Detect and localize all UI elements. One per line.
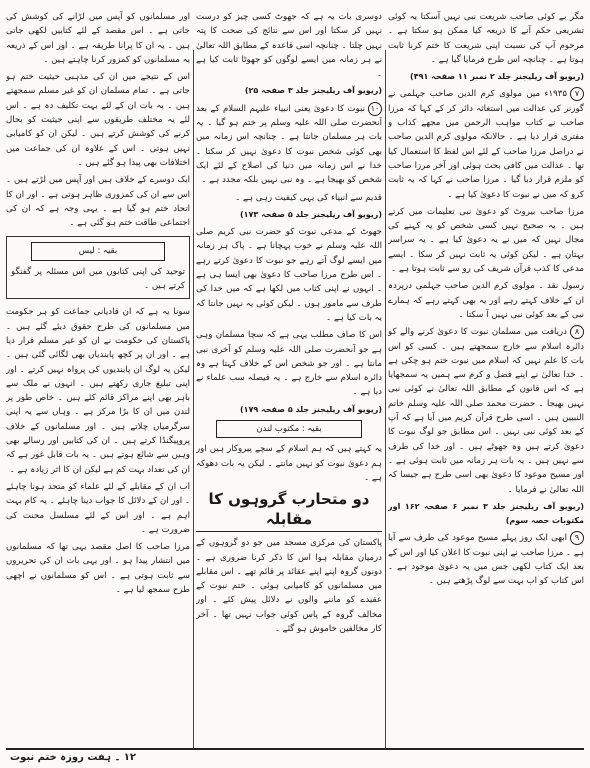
column-divider (193, 50, 194, 750)
item-number: ۱۰ (368, 102, 382, 116)
paragraph: دوسری بات یہ ہے کہ جھوٹ کسی چیز کو درست نہیں کر سکتا اور اس سے نتائج کی صحت کا پتہ نہیں چلتا ۔ چنانچہ اسی قاعدہ کے مطابق اللہ تعالیٰ نے ہر زمانہ میں ایسے لوگوں کو جھوٹا ثابت کیا ہے ۔ (196, 12, 382, 80)
column-divider (385, 50, 386, 750)
numbered-item-7 (388, 87, 584, 201)
paragraph: اس کے نتیجے میں ان کی مذہبی حیثیت ختم ہو جاتی ہے ۔ تمام مسلمان ان کو غیر مسلم سمجھتے ہیں ۔ یہ بات ان کے لئے بہت تکلیف دہ ہے ۔ اس لئے یہ مختلف طریقوں سے اپنی حیثیت کو بحال کرنے کی کوشش کرتے ہیں ۔ لیکن ان کو کامیابی نہیں ہوتی ۔ اس کے علاوہ ان کی جماعت میں اختلافات بھی پیدا ہو گئے ہیں ۔ (6, 72, 190, 168)
item-number: ۸ (570, 325, 584, 339)
numbered-item-8 (388, 325, 584, 497)
item-text: ۱۹۳۵ء میں مولوی کرم الدین صاحب جہلمی نے گورنر کی عدالت میں استغاثہ دائر کر کے کہا کہ مرزا صاحب نے کتاب مواہب الرحمن میں مجھے کذاب و مفتری قرار دیا ہے ۔ حالانکہ مولوی کرم الدین صاحب نے دراصل مرزا صاحب کے لئے اس لفظ کا استعمال کیا تھا ۔ عدالت میں کافی بحث ہوئی اور آخر مرزا صاحب کو ملزم قرار دیا گیا ۔ مرزا صاحب نے کہا کہ یہ ثابت کرو کہ میں نے نبوت کا دعویٰ کیا ہے ۔ (388, 89, 584, 200)
item-text: دریافت میں مسلمان نبوت کا دعویٰ کرنے والے کو دائرہ اسلام سے خارج سمجھتے ہیں ۔ کسی کو اس بات کا علم نہیں کہ اسلام میں نبوت ختم ہو چکی ہے ۔ خدا تعالیٰ نے اپنے فضل و کرم سے ہمیں یہ سمجھایا ہے کہ اس قانون کے مطابق اللہ تعالیٰ نے کوئی نبی نہیں بھیجا ۔ حضرت محمد صلی اللہ علیہ وسلم خاتم النبیین ہیں ۔ اسی طرح قرآن کریم میں آیا ہے کہ آپ کے بعد کوئی نبی نہیں ۔ اس مطابق جو لوگ نبوت کا دعویٰ کرتے ہیں وہ جھوٹے ہیں ۔ اور خدا کی طرف سے نہیں ہیں ۔ یہ بات ہر زمانہ میں ثابت ہوئی ہے ۔ اور مسیح موعود کا دعویٰ بھی اسی طرح ہے جیسا کہ اللہ تعالیٰ نے فرمایا ۔ (388, 327, 584, 495)
paragraph: یہ کہتے ہیں کہ ہم اسلام کے سچے پیروکار ہیں اور ہم دعویٰ نبوت کو نہیں مانتے ۔ لیکن یہ بات دھوکہ ہے ۔ (196, 444, 382, 483)
page-footer (6, 748, 584, 768)
paragraph: توحید کی اپنی کتابوں میں اس مسئلہ پر گفتگو کرتے ہیں ۔ (11, 266, 185, 292)
paragraph: ایک دوسرے کے خلاف ہیں اور آپس میں لڑتے ہیں ۔ اس سے ان کی کمزوری ظاہر ہوتی ہے ۔ اور ان کا اتحاد ختم ہو گیا ہے ۔ یہی وجہ ہے کہ ان کی اجتماعی طاقت ختم ہو گئی ہے ۔ (6, 175, 190, 229)
middle-column (196, 10, 382, 750)
numbered-item-10 (196, 102, 382, 188)
page-number-label: ۱۲ ۔ ہفت روزہ ختم نبوت (10, 752, 137, 763)
article-headline: دو متحارب گروہوں کا مقابلہ (196, 489, 382, 532)
paragraph: اور مسلمانوں کو آپس میں لڑانے کی کوشش کی جاتی ہے ۔ اس مقصد کے لئے کتابیں لکھی جاتی ہیں ۔ یہ ان کا پرانا طریقہ ہے ۔ اور اس کے ذریعہ یہ مسلمانوں کو کمزور کرنا چاہتے ہیں ۔ (6, 12, 190, 65)
left-column (6, 10, 190, 750)
numbered-item-9 (388, 531, 584, 588)
paragraph: سونا یہ ہے کہ ان قادیانی جماعت کو ہر حکومت میں مسلمانوں کی طرح حقوق دیئے گئے ہیں ۔ پاکستان کی حکومت نے ان کو غیر مسلم قرار دیا ہے ۔ اور ان پر کچھ پابندیاں بھی لگائی گئی ہیں ۔ لیکن یہ لوگ ان پابندیوں کی پرواہ نہیں کرتے ۔ اور اپنی تبلیغ جاری رکھتے ہیں ۔ انہوں نے ملک سے باہر بھی اپنے مراکز قائم کئے ہیں ۔ خاص طور پر لندن میں ان کا بڑا مرکز ہے ۔ وہاں سے یہ اپنی سرگرمیاں چلاتے ہیں ۔ اور مسلمانوں کے خلاف پروپیگنڈا کرتے ہیں ۔ ان کی کتابیں اور رسالے بھی وہیں سے شائع ہوتے ہیں ۔ یہ بات قابل غور ہے کہ ان کی تعداد بہت کم ہے لیکن ان کا اثر زیادہ ہے ۔ (6, 307, 190, 475)
continuation-label: بقیہ : مکتوب لندن (216, 420, 362, 438)
item-number: ۹ (570, 531, 584, 545)
paragraph: رسول نقد ۔ مولوی کرم الدین صاحب جہلمی درپردہ ان کے خلاف کہتے رہے اور یہ بھی کہتے رہے کہ ہمارے نبی کے بعد کوئی نبی نہیں آ سکتا ۔ (388, 281, 584, 320)
item-text: نبوت کا دعویٰ یعنی انبیاء علیہم السلام کے بعد آنحضرت صلی اللہ علیہ وسلم پر ختم ہو گیا ۔ یہ بات ہر مسلمان جانتا ہے ۔ چنانچہ اس زمانہ میں بھی کوئی شخص نبوت کا دعویٰ نہیں کر سکتا ۔ خدا نے اس زمانہ میں دنیا کی اصلاح کے لئے ایک شخص کو بھیجا ہے ۔ وہ نبی نہیں بلکہ مجدد ہے ۔ (196, 103, 382, 186)
continuation-label: بقیہ : لیس (31, 242, 165, 260)
reference: (ریویو آف ریلیجنز جلد ۳ نمبر ۶ صفحہ ۱۶۲ اور مکتوبات حصہ سوم) (388, 501, 584, 526)
paragraph: اب ان کے مقابلے کے لئے علماء کو متحد ہونا چاہئے ۔ اور ان کے دلائل کا جواب دینا چاہئے ۔ یہ کام بہت اہم ہے ۔ اور اس کے لئے مسلسل محنت کی ضرورت ہے ۔ (6, 481, 190, 535)
item-number: ۷ (570, 87, 584, 101)
reference: (ریویو آف ریلیجنز جلد ۵ صفحہ ۱۷۳) (240, 209, 382, 219)
paragraph: پاکستان کی مرکزی مسجد میں جو دو گروہوں کے درمیان مقابلہ ہوا اس کا ذکر کرنا ضروری ہے ۔ دونوں گروہ اپنے اپنے عقائد پر قائم تھے ۔ اس مقابلے میں مسلمانوں کو کامیابی ہوئی ۔ ختم نبوت کے عقیدے کو ماننے والوں نے دلائل پیش کئے ۔ اور مخالف گروہ کے پاس کوئی جواب نہیں تھا ۔ آخر کار مخالفین خاموش ہو گئے ۔ (196, 538, 382, 634)
paragraph: اس کا صاف مطلب یہی ہے کہ سچا مسلمان وہی ہے جو آنحضرت صلی اللہ علیہ وسلم کو آخری نبی مانتا ہے ۔ اور جو شخص اس کے خلاف کہتا ہے وہ دائرہ اسلام سے خارج ہے ۔ یہ فیصلہ سب علماء نے دیا ہے ۔ (196, 330, 382, 398)
paragraph: مرزا صاحب کا اصل مقصد یہی تھا کہ مسلمانوں میں انتشار پیدا ہو ۔ اور یہی بات ان کی تحریروں سے ثابت ہوتی ہے ۔ اس کو مسلمانوں نے اچھی طرح سمجھ لیا ہے ۔ (6, 542, 190, 595)
right-column (388, 10, 584, 750)
paragraph: مگر بے کوئی صاحب شریعت نبی نہیں آسکتا یہ کوئی تشریعی حکم آنے کا ذریعہ کیا ممکن ہو سکتا ہے ۔ مرحوم آپ کی نسبت اپنی شریعت کا ختم کرنا ثابت ہوتا ہے ۔ چنانچہ اس طرح فرمایا گیا ہے ۔ (388, 12, 584, 65)
paragraph: قدیم سے انبیاء کی یہی کیفیت رہی ہے ۔ (235, 192, 382, 203)
paragraph: مرزا صاحب بیروٹ کو دعویٰ نبی تعلیمات میں کرتے ہیں ۔ یہ صحیح نہیں کسی شخص کو یہ کہنے کی مجال نہیں کہ میں نے یہ دعویٰ کیا ہے ۔ یہ سراسر بہتان ہے ۔ لیکن کوئی یہ ثابت نہیں کر سکا ۔ ایسے مدعی کا کذب قرآن شریف کی رو سے ثابت ہوتا ہے ۔ (388, 206, 584, 275)
item-text: ابھی ایک روز پہلے مسیح موعود کی طرف سے آیا ہے ۔ مرزا صاحب نے اپنی نبوت کا اعلان کیا اور اس کے بعد ایک کتاب لکھی جس میں یہ دعویٰ موجود ہے ۔ اس کتاب کو اب بہت سے لوگ پڑھتے ہیں ۔ (388, 533, 584, 587)
reference: (ریویو آف ریلیجنز جلد ۵ صفحہ ۱۷۹) (240, 404, 382, 414)
reference: (ریویو آف ریلیجنز جلد ۳ صفحہ ۲۵) (244, 86, 382, 96)
continuation-box (6, 236, 190, 299)
document-page (6, 10, 584, 750)
reference: (ریویو آف ریلیجنز جلد ۲ نمبر ۱۱ صفحہ ۴۹۱) (410, 72, 584, 82)
paragraph: جھوٹ کے مدعی نبوت کو حضرت نبی کریم صلی اللہ علیہ وسلم نے خوب پہچانا ہے ۔ پاک ہر زمانہ میں ایسے لوگ آتے رہے جو نبوت کا دعویٰ کرتے رہے ۔ اس طرح مرزا صاحب کا دعویٰ بھی ایسا ہی ہے ۔ انہوں نے اپنی کتاب میں لکھا ہے کہ میں خدا کی طرف سے مامور ہوں ۔ لیکن کوئی یہ نہیں جانتا کہ یہ بات کیا ہے ۔ (196, 227, 382, 323)
